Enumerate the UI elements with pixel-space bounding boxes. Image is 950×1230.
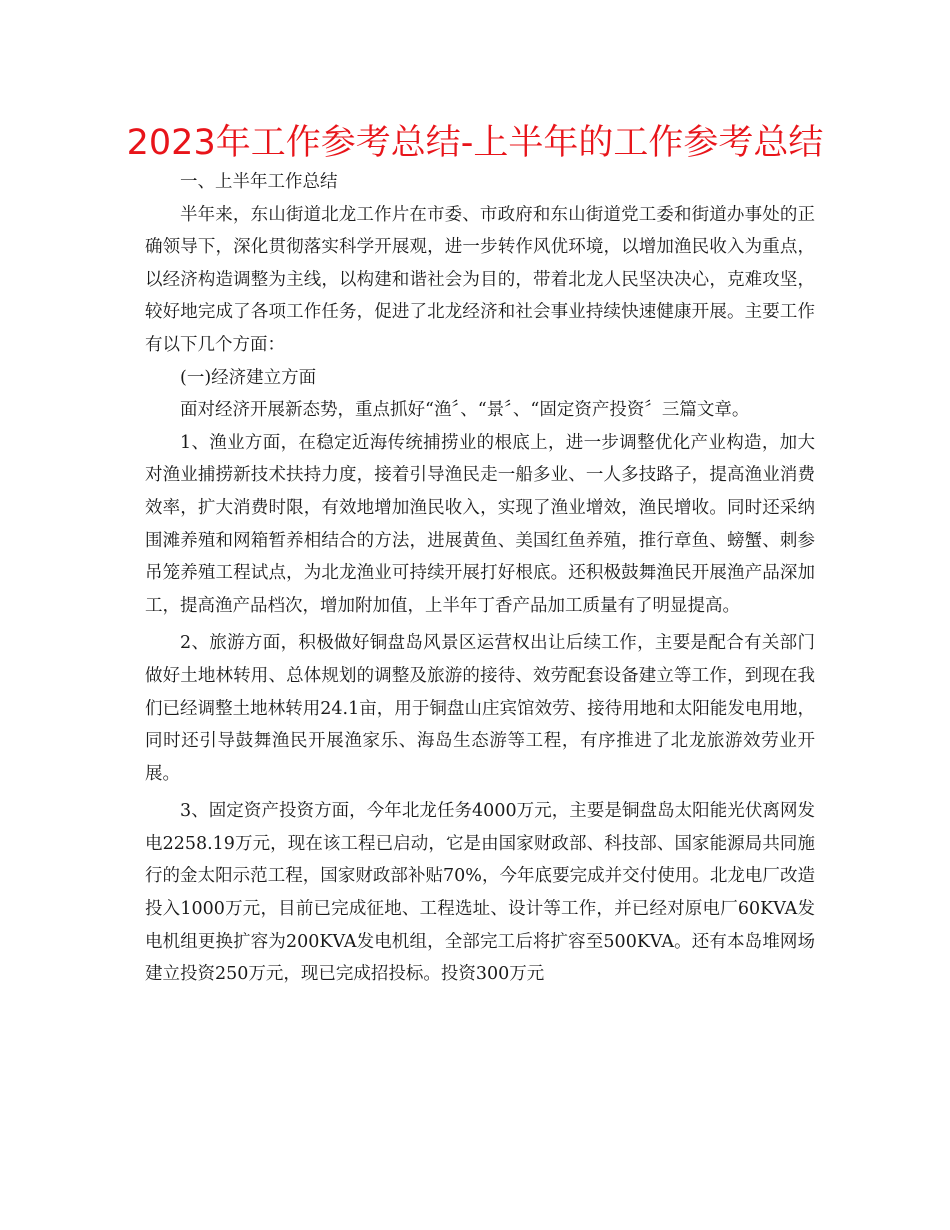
- subsection-heading: (一)经济建立方面: [180, 367, 317, 388]
- document-body: [145, 166, 815, 991]
- paragraph: 面对经济开展新态势，重点抓好“渔〞、“景〞、“固定资产投资〞三篇文章。: [180, 400, 750, 421]
- paragraph: 半年来，东山街道北龙工作片在市委、市政府和东山街道党工委和街道办事处的正确领导下，深化贯彻落实科学开展观，进一步转作风优环境，以增加渔民收入为重点，以经济构造调整为主线，以构建和谐社会为目的，带着北龙人民坚决决心，克难攻坚，较好地完成了各项工作任务，促进了北龙经济和社会事业持续快速健康开展。主要工作有以下几个方面：: [145, 204, 815, 355]
- paragraph: 3、固定资产投资方面，今年北龙任务4000万元，主要是铜盘岛太阳能光伏离网发电2258.19万元，现在该工程已启动，它是由国家财政部、科技部、国家能源局共同施行的金太阳示范工程，国家财政部补贴70%，今年底要完成并交付使用。北龙电厂改造投入1000万元，目前已完成征地、工程选址、设计等工作，并已经对原电厂60KVA发电机组更换扩容为200KVA发电机组，全部完工后将扩容至500KVA。还有本岛堆网场建立投资250万元，现已完成招投标。投资300万元: [145, 801, 815, 985]
- section-heading: 一、上半年工作总结: [180, 172, 338, 192]
- document-title: 2023年工作参考总结-上半年的工作参考总结: [126, 123, 824, 163]
- paragraph: 1、渔业方面，在稳定近海传统捕捞业的根底上，进一步调整优化产业构造，加大对渔业捕捞新技术扶持力度，接着引导渔民走一船多业、一人多技路子，提高渔业消费效率，扩大消费时限，有效地增加渔民收入，实现了渔业增效，渔民增收。同时还采纳围滩养殖和网箱暂养相结合的方法，进展黄鱼、美国红鱼养殖，推行章鱼、螃蟹、刺参吊笼养殖工程试点，为北龙渔业可持续开展打好根底。还积极鼓舞渔民开展渔产品深加工，提高渔产品档次，增加附加值，上半年丁香产品加工质量有了明显提高。: [145, 432, 815, 616]
- paragraph: 2、旅游方面，积极做好铜盘岛风景区运营权出让后续工作，主要是配合有关部门做好土地林转用、总体规划的调整及旅游的接待、效劳配套设备建立等工作，到现在我们已经调整土地林转用24.1亩，用于铜盘山庄宾馆效劳、接待用地和太阳能发电用地，同时还引导鼓舞渔民开展渔家乐、海岛生态游等工程，有序推进了北龙旅游效劳业开展。: [145, 633, 815, 784]
